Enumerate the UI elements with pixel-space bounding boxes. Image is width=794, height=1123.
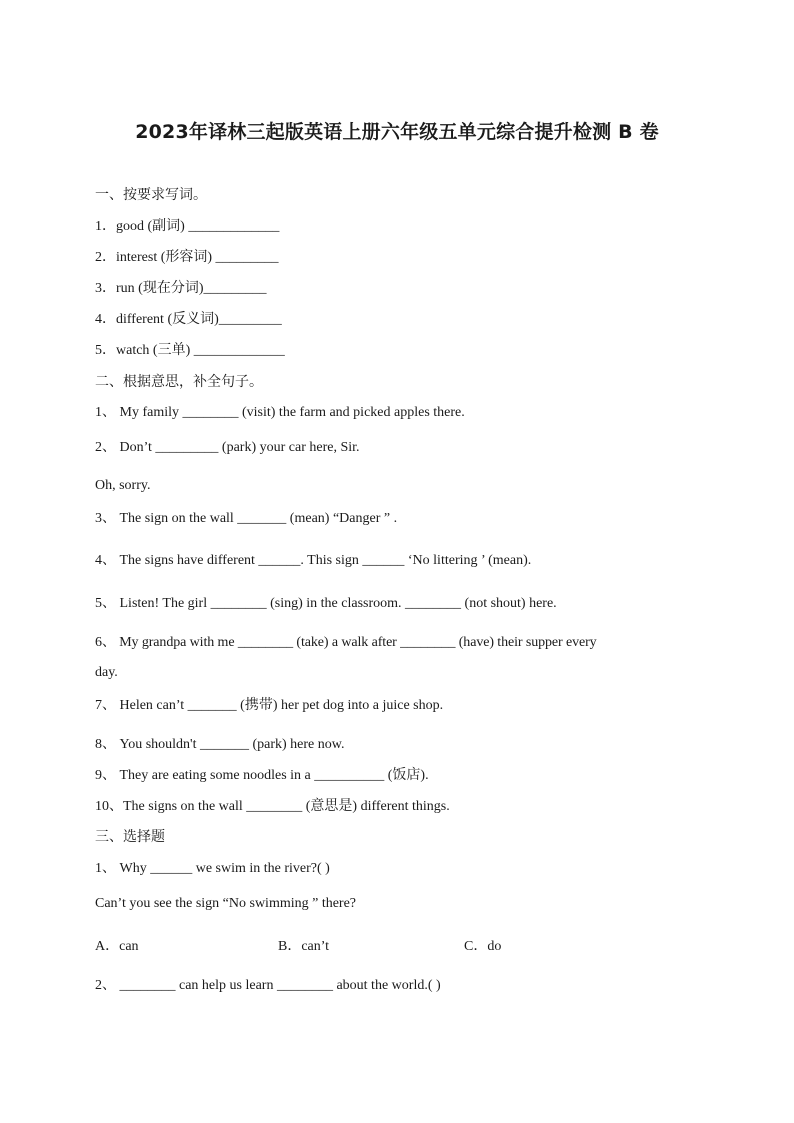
list-item: 7、 Helen can’t _______ (携带) her pet dog into a juice shop.: [95, 698, 444, 713]
section-1-heading: 一、按要求写词。: [95, 187, 207, 203]
list-item: 1．good (副词) _____________: [95, 219, 280, 234]
list-item: day.: [95, 665, 118, 680]
options-row: [95, 938, 684, 956]
list-item: 5、 Listen! The girl ________ (sing) in the classroom. ________ (not shout) here.: [95, 596, 557, 611]
list-item: 3、 The sign on the wall _______ (mean) “Danger ” .: [95, 511, 398, 526]
list-item: 3．run (现在分词)_________: [95, 281, 267, 296]
list-item: 5．watch (三单) _____________: [95, 343, 285, 358]
list-item: 9、 They are eating some noodles in a __________ (饭店).: [95, 768, 429, 783]
page-title: 2023年译林三起版英语上册六年级五单元综合提升检测 B 卷: [135, 121, 659, 143]
question-context: Can’t you see the sign “No swimming ” there?: [95, 896, 357, 911]
list-item: 6、 My grandpa with me ________ (take) a walk after ________ (have) their supper every: [95, 635, 597, 650]
option-c[interactable]: C．do: [464, 939, 502, 954]
option-b[interactable]: B．can’t: [278, 939, 330, 954]
list-item: 1、 My family ________ (visit) the farm and picked apples there.: [95, 405, 465, 420]
list-item: 4、 The signs have different ______. This sign ______ ‘No littering ’ (mean).: [95, 553, 532, 568]
section-2-heading: 二、根据意思，补全句子。: [95, 374, 263, 390]
list-item: 2、 Don’t _________ (park) your car here, Sir.: [95, 440, 360, 455]
list-item: 2．interest (形容词) _________: [95, 250, 279, 265]
section-3-heading: 三、选择题: [95, 829, 165, 845]
list-item: 10、The signs on the wall ________ (意思是) different things.: [95, 799, 450, 814]
question-stem: 1、 Why ______ we swim in the river?( ): [95, 861, 330, 876]
list-item: Oh, sorry.: [95, 478, 151, 493]
option-a[interactable]: A．can: [95, 939, 139, 954]
list-item: 4．different (反义词)_________: [95, 312, 282, 327]
list-item: 8、 You shouldn't _______ (park) here now.: [95, 737, 345, 752]
question-stem: 2、 ________ can help us learn ________ about the world.( ): [95, 978, 441, 993]
